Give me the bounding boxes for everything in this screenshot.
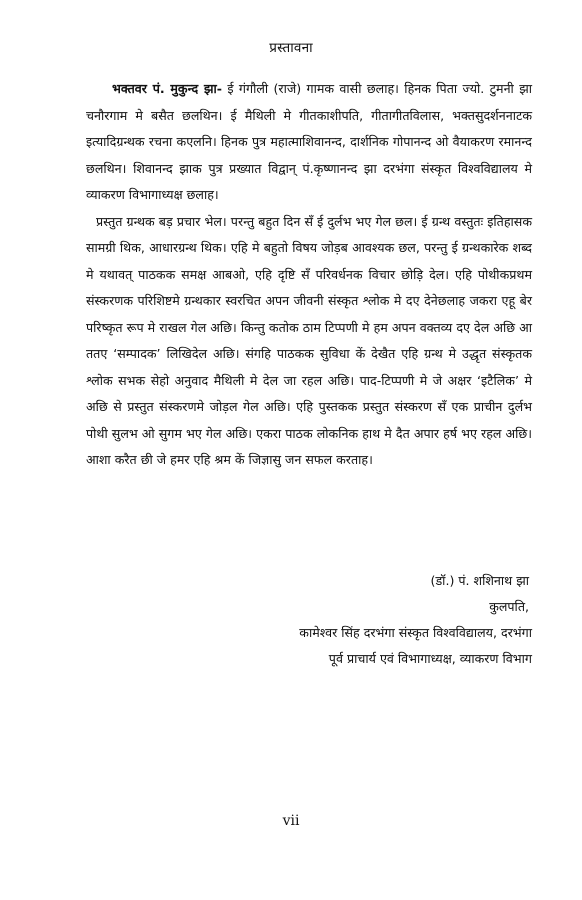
body-text [86,76,532,474]
paragraph-1 [86,76,532,209]
signature-title: कुलपति, [489,599,529,614]
page-title: प्रस्तावना [269,40,313,56]
paragraph-2: प्रस्तुत ग्रन्थक बड़ प्रचार भेल। परन्तु बहुत दिन सँ ई दुर्लभ भए गेल छल। ई ग्रन्थ वस्तुतः इतिहासक सामग्री थिक, आधारग्रन्थ थिक। एहि मे बहुतो विषय जोड़ब आवश्यक छल, परन्तु ई ग्रन्थकारेक शब्द मे यथावत् पाठकक समक्ष आबओ, एहि दृष्टि सँ परिवर्धनक विचार छोड़ि देल। एहि पोथीकप्रथम संस्करणक परिशिष्टमे ग्रन्थकार स्वरचित अपन जीवनी संस्कृत श्लोक मे दए देनेछलाह जकरा एहू बेर परिष्कृत रूप मे राखल गेल अछि। किन्तु कतोक ठाम टिप्पणी मे हम अपन वक्तव्य दए देल अछि आ ततए ‘सम्पादक’ लिखिदेल अछि। संगहि पाठकक सुविधा कें देखैत एहि ग्रन्थ मे उद्धृत संस्कृतक श्लोक सभक सेहो अनुवाद मैथिली मे देल जा रहल अछि। पाद-टिप्पणी मे जे अक्षर ‘इटैलिक’ मे अछि से प्रस्तुत संस्करणमे जोड़ल गेल अछि। एहि पुस्तकक प्रस्तुत संस्करण सँ एक प्राचीन दुर्लभ पोथी सुलभ ओ सुगम भए गेल अछि। एकरा पाठक लोकनिक हाथ मे दैत अपार हर्ष भए रहल अछि। आशा करैत छी जे हमर एहि श्रम कें जिज्ञासु जन सफल करताह। [86,213,532,467]
paragraph-lead: भक्तवर पं. मुकुन्द झा- [112,81,222,96]
page-number: vii [282,813,300,829]
paragraph-1-text: ई गंगौली (राजे) गामक वासी छलाह। हिनक पिता ज्यो. टुमनी झा चनौरगाम मे बसैत छलथिन। ई मैथिली मे गीतकाशीपति, गीतागीतविलास, भक्तसुदर्शननाटक इत्यादिग्रन्थक रचना कएलनि। हिनक पुत्र महात्माशिवानन्द, दार्शनिक गोपानन्द ओ वैयाकरण रमानन्द छलथिन। शिवानन्द झाक पुत्र प्रख्यात विद्वान् पं.कृष्णानन्द झा दरभंगा संस्कृत विश्वविद्यालय मे व्याकरण विभागाध्यक्ष छलाह। [86,81,532,202]
signature-institution: कामेश्वर सिंह दरभंगा संस्कृत विश्वविद्यालय, दरभंगा [299,625,532,640]
signature-block [86,568,532,672]
signature-former-role: पूर्व प्राचार्य एवं विभागाध्यक्ष, व्याकरण विभाग [328,651,532,666]
signature-name: (डॉ.) पं. शशिनाथ झा [430,573,529,588]
